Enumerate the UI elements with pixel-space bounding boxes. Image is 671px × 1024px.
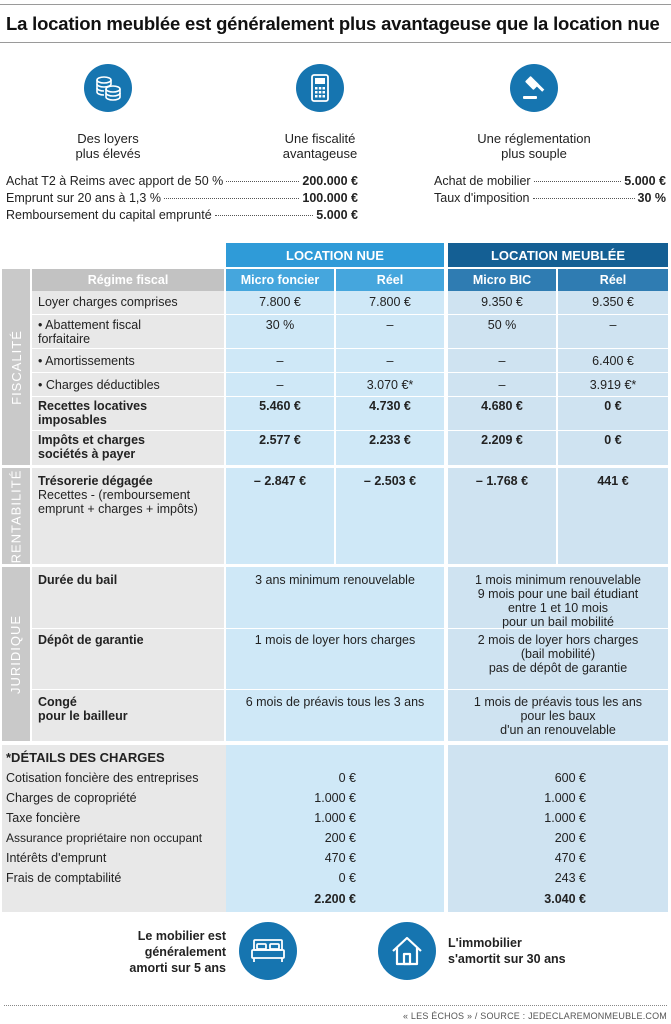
header-location-nue: LOCATION NUE	[226, 243, 444, 267]
cell-value: 441 €	[597, 474, 629, 488]
row-separator	[32, 396, 668, 397]
cell-value: 9.350 €	[592, 295, 634, 309]
charge-value-meublee: 243 €	[554, 871, 586, 885]
row-sublabel-tresorerie: Recettes - (remboursement emprunt + charges + impôts)	[38, 488, 198, 516]
page-title: La location meublée est généralement plus avantageuse que la location nue	[6, 13, 660, 34]
cell-value: 6.400 €	[592, 354, 634, 368]
row-label-conge: Congé pour le bailleur	[38, 695, 128, 723]
cell-value: –	[609, 318, 617, 332]
top-rule	[0, 4, 671, 5]
cell-value: –	[386, 354, 394, 368]
regime-reel-nue: Réel	[336, 269, 444, 291]
immobilier-text: L'immobilier s'amortit sur 30 ans	[448, 936, 566, 966]
row-label-depot-garantie: Dépôt de garantie	[38, 633, 144, 647]
assumption-row: Taux d'imposition 30 %	[434, 191, 666, 205]
title-rule	[0, 42, 671, 43]
juridique-nue-bg	[226, 567, 444, 741]
cell-value: 30 %	[265, 318, 295, 332]
cell-value: 4.680 €	[481, 399, 523, 413]
charge-label: Assurance propriétaire non occupant	[6, 831, 203, 845]
row-label-recettes: Recettes locatives imposables	[38, 399, 148, 427]
charges-total-nue: 2.200 €	[314, 892, 356, 906]
section-tab-rentabilite: RENTABILITÉ	[2, 468, 30, 564]
cell-value: 2.233 €	[369, 433, 411, 447]
charges-title: *DÉTAILS DES CHARGES	[6, 750, 165, 765]
charge-value-nue: 1.000 €	[314, 791, 356, 805]
assumption-row: Emprunt sur 20 ans à 1,3 % 100.000 €	[6, 191, 358, 205]
header-location-meublee: LOCATION MEUBLÉE	[448, 243, 668, 267]
cell-value: – 1.768 €	[475, 474, 529, 488]
bed-icon	[239, 922, 297, 980]
assumption-row: Achat de mobilier 5.000 €	[434, 174, 666, 188]
charge-value-nue: 0 €	[338, 871, 356, 885]
charge-label: Taxe foncière	[6, 811, 81, 825]
cell-value: 6 mois de préavis tous les 3 ans	[245, 695, 425, 709]
row-label-impots: Impôts et charges sociétés à payer	[38, 433, 145, 461]
feature-label-fiscalite: Une fiscalité avantageuse	[282, 131, 358, 161]
cell-value: 50 %	[487, 318, 517, 332]
cell-value: 2 mois de loyer hors charges (bail mobilité) pas de dépôt de garantie	[477, 633, 639, 675]
charges-total-meublee: 3.040 €	[544, 892, 586, 906]
regime-micro-bic: Micro BIC	[448, 269, 556, 291]
charge-label: Charges de copropriété	[6, 791, 137, 805]
cell-value: –	[498, 378, 506, 392]
feature-label-reglementation: Une réglementation plus souple	[477, 131, 591, 161]
cell-value: 5.460 €	[259, 399, 301, 413]
cell-value: – 2.503 €	[363, 474, 417, 488]
charge-value-meublee: 1.000 €	[544, 811, 586, 825]
coins-icon	[84, 64, 132, 112]
cell-value: 1 mois minimum renouvelable 9 mois pour une bail étudiant entre 1 et 10 mois pour un bail mobilité	[474, 573, 642, 629]
house-icon	[378, 922, 436, 980]
cell-value: 1 mois de loyer hors charges	[254, 633, 416, 647]
row-label-charges-deductibles: • Charges déductibles	[38, 378, 160, 392]
source-credit: « LES ÉCHOS » / SOURCE : JEDECLAREMONMEUBLE.COM	[403, 1011, 667, 1021]
cell-value: –	[276, 378, 284, 392]
cell-value: – 2.847 €	[253, 474, 307, 488]
charge-value-nue: 1.000 €	[314, 811, 356, 825]
row-label-tresorerie: Trésorerie dégagée	[38, 474, 153, 488]
cell-value: 0 €	[604, 399, 622, 413]
cell-value: 0 €	[604, 433, 622, 447]
mobilier-text: Le mobilier est généralement amorti sur 5 ans	[129, 929, 226, 975]
cell-value: 4.730 €	[369, 399, 411, 413]
row-separator	[32, 314, 668, 315]
charge-value-nue: 0 €	[338, 771, 356, 785]
charge-label: Frais de comptabilité	[6, 871, 122, 885]
row-separator	[32, 372, 668, 373]
section-tab-fiscalite: FISCALITÉ	[2, 269, 30, 465]
row-label-abattement: • Abattement fiscal forfaitaire	[38, 318, 142, 346]
charge-value-nue: 200 €	[324, 831, 356, 845]
row-separator	[32, 430, 668, 431]
cell-value: 7.800 €	[369, 295, 411, 309]
footer-rule	[4, 1005, 667, 1006]
assumption-row: Remboursement du capital emprunté 5.000 €	[6, 208, 358, 222]
cell-value: 2.209 €	[481, 433, 523, 447]
cell-value: 3.070 €*	[366, 378, 414, 392]
row-label-duree-bail: Durée du bail	[38, 573, 118, 587]
regime-reel-meublee: Réel	[558, 269, 668, 291]
assumption-row: Achat T2 à Reims avec apport de 50 % 200.000 €	[6, 174, 358, 188]
cell-value: –	[276, 354, 284, 368]
charge-value-meublee: 470 €	[554, 851, 586, 865]
row-label-loyer: Loyer charges comprises	[38, 295, 178, 309]
charge-value-meublee: 1.000 €	[544, 791, 586, 805]
cell-value: 7.800 €	[259, 295, 301, 309]
feature-label-loyers: Des loyers plus élevés	[75, 131, 141, 161]
section-tab-juridique: JURIDIQUE	[2, 567, 30, 741]
charge-value-meublee: 200 €	[554, 831, 586, 845]
regime-micro-foncier: Micro foncier	[226, 269, 334, 291]
regime-fiscal-label: Régime fiscal	[32, 269, 224, 291]
cell-value: 2.577 €	[259, 433, 301, 447]
row-separator	[32, 689, 668, 690]
row-separator	[32, 348, 668, 349]
cell-value: –	[386, 318, 394, 332]
cell-value: –	[498, 354, 506, 368]
gavel-icon	[510, 64, 558, 112]
calculator-icon	[296, 64, 344, 112]
charge-value-nue: 470 €	[324, 851, 356, 865]
cell-value: 1 mois de préavis tous les ans pour les baux d'un an renouvelable	[473, 695, 643, 737]
cell-value: 9.350 €	[481, 295, 523, 309]
cell-value: 3.919 €*	[589, 378, 637, 392]
charge-value-meublee: 600 €	[554, 771, 586, 785]
row-label-amortissements: • Amortissements	[38, 354, 135, 368]
charge-label: Cotisation foncière des entreprises	[6, 771, 199, 785]
cell-value: 3 ans minimum renouvelable	[255, 573, 415, 587]
charge-label: Intérêts d'emprunt	[6, 851, 107, 865]
